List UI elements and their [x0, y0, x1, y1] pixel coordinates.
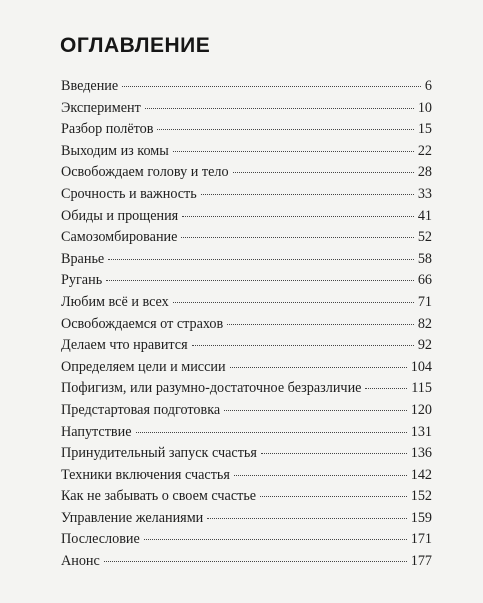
toc-entry	[61, 422, 432, 444]
toc-entry	[61, 486, 432, 508]
toc-entry-title: Техники включения счастья	[61, 466, 230, 483]
toc-entry	[61, 141, 432, 163]
dot-leader	[192, 345, 414, 346]
toc-entry-page: 66	[417, 272, 432, 289]
toc-entry	[61, 98, 432, 120]
toc-entry-title: Принудительный запуск счастья	[61, 445, 257, 462]
dot-leader	[260, 496, 407, 497]
page-title: ОГЛАВЛЕНИЕ	[60, 34, 211, 57]
toc-entry	[61, 400, 432, 422]
dot-leader	[106, 280, 414, 281]
dot-leader	[104, 561, 407, 562]
toc-entry	[61, 314, 432, 336]
toc-entry-title: Напутствие	[61, 423, 132, 440]
dot-leader	[144, 539, 407, 540]
toc-entry-page: 71	[417, 293, 432, 310]
toc-entry-page: 33	[417, 185, 432, 202]
toc-entry-page: 82	[417, 315, 432, 332]
dot-leader	[173, 151, 414, 152]
toc-entry-title: Любим всё и всех	[61, 293, 169, 310]
dot-leader	[234, 475, 407, 476]
toc-entry	[61, 270, 432, 292]
toc-entry-title: Самозомбирование	[61, 229, 178, 246]
dot-leader	[261, 453, 407, 454]
dot-leader	[182, 216, 414, 217]
toc-entry	[61, 529, 432, 551]
toc-entry	[61, 119, 432, 141]
toc-entry	[61, 292, 432, 314]
toc-entry-title: Делаем что нравится	[61, 337, 188, 354]
toc-entry-page: 6	[424, 78, 432, 94]
toc-entry-page: 28	[417, 164, 432, 181]
toc-entry-page: 92	[417, 337, 432, 354]
toc-entry	[61, 76, 432, 98]
toc-entry-page: 159	[410, 509, 432, 526]
toc-entry	[61, 378, 432, 400]
toc-entry	[61, 551, 432, 573]
toc-entry-title: Освобождаем голову и тело	[61, 164, 229, 181]
toc-entry	[61, 465, 432, 487]
toc-entry	[61, 227, 432, 249]
toc-entry-page: 142	[410, 466, 432, 483]
dot-leader	[233, 172, 414, 173]
toc-entry-title: Разбор полётов	[61, 121, 154, 138]
dot-leader	[365, 388, 407, 389]
toc-entry-page: 131	[410, 423, 432, 440]
toc-entry-title: Освобождаемся от страхов	[61, 315, 224, 332]
toc-entry-title: Пофигизм, или разумно-достаточное безразличие	[61, 380, 362, 397]
toc-entry-title: Эксперимент	[61, 99, 141, 116]
toc-entry-page: 136	[410, 445, 432, 462]
toc-entry	[61, 206, 432, 228]
toc-entry	[61, 508, 432, 530]
toc-entry-title: Выходим из комы	[61, 142, 169, 159]
toc-entry-title: Послесловие	[61, 531, 140, 548]
toc-entry-title: Определяем цели и миссии	[61, 358, 226, 375]
dot-leader	[145, 108, 414, 109]
toc-entry-page: 171	[410, 531, 432, 548]
toc-entry-title: Управление желаниями	[61, 509, 204, 526]
toc-entry-title: Ругань	[61, 272, 103, 289]
toc-entry	[61, 162, 432, 184]
toc-entry-page: 177	[410, 553, 432, 570]
toc-entry-page: 15	[417, 121, 432, 138]
toc-entry-title: Введение	[61, 78, 119, 94]
toc-entry-title: Вранье	[61, 250, 105, 267]
dot-leader	[224, 410, 407, 411]
dot-leader	[207, 518, 406, 519]
toc-entry-page: 152	[410, 488, 432, 505]
toc-entry-title: Срочность и важность	[61, 185, 197, 202]
dot-leader	[108, 259, 414, 260]
toc-entry	[61, 184, 432, 206]
dot-leader	[122, 86, 421, 87]
toc-entry-page: 10	[417, 99, 432, 116]
dot-leader	[230, 367, 407, 368]
toc-entry-page: 120	[410, 401, 432, 418]
dot-leader	[157, 129, 413, 130]
dot-leader	[181, 237, 413, 238]
toc-entry-page: 104	[410, 358, 432, 375]
toc-entry-page: 58	[417, 250, 432, 267]
toc-entry-title: Как не забывать о своем счастье	[61, 488, 257, 505]
dot-leader	[173, 302, 414, 303]
toc-entry	[61, 335, 432, 357]
toc-entry	[61, 357, 432, 379]
toc-entry	[61, 443, 432, 465]
dot-leader	[227, 324, 414, 325]
toc-entry-title: Обиды и прощения	[61, 207, 179, 224]
toc-entry-title: Анонс	[61, 553, 100, 570]
toc-entry-page: 41	[417, 207, 432, 224]
toc-entry-page: 115	[411, 380, 432, 397]
toc-entry	[61, 249, 432, 271]
table-of-contents	[61, 76, 432, 573]
dot-leader	[201, 194, 414, 195]
dot-leader	[136, 432, 407, 433]
toc-entry-title: Предстартовая подготовка	[61, 401, 221, 418]
toc-entry-page: 22	[417, 142, 432, 159]
toc-entry-page: 52	[417, 229, 432, 246]
